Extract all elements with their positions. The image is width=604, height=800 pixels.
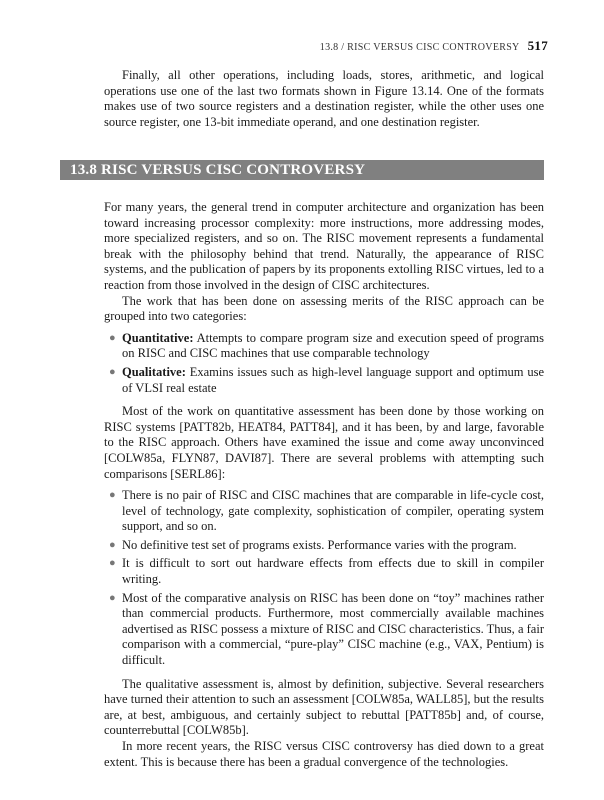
- bullet-icon: ●: [109, 365, 116, 378]
- page-number: 517: [527, 38, 548, 53]
- intro-paragraph: Finally, all other operations, including loads, stores, arithmetic, and logical operations use one of the last two formats shown in Figure 13.14. One of the formats makes use of two source registers and a destination register, while the other uses one source register, one 13-bit immediate operand, and one destination register.: [104, 68, 544, 129]
- list-item: [104, 365, 544, 396]
- category-text: Examins issues such as high-level language support and optimum use of VLSI real estate: [122, 364, 544, 395]
- bullet-icon: ●: [109, 489, 116, 502]
- category-term: Qualitative:: [122, 364, 186, 379]
- running-title: 13.8 / RISC VERSUS CISC CONTROVERSY: [319, 42, 520, 53]
- problem-text: There is no pair of RISC and CISC machines that are comparable in life-cycle cost, level of technology, gate complexity, sophistication of compiler, operating system support, and so on.: [122, 488, 544, 534]
- running-head: [0, 38, 548, 54]
- problem-text: It is difficult to sort out hardware effects from effects due to skill in compiler writing.: [122, 556, 544, 587]
- list-item: [104, 538, 544, 554]
- section-heading: 13.8 RISC VERSUS CISC CONTROVERSY: [60, 160, 544, 180]
- list-item: [104, 331, 544, 362]
- intro-block: [104, 68, 544, 130]
- paragraph-5: In more recent years, the RISC versus CISC controversy has died down to a great extent. This is because there has been a gradual convergence of the technologies.: [104, 739, 544, 769]
- category-text: Attempts to compare program size and execution speed of programs on RISC and CISC machines that use comparable technology: [122, 330, 544, 361]
- bullet-icon: ●: [109, 591, 116, 604]
- category-term: Quantitative:: [122, 330, 194, 345]
- section-body: [104, 200, 544, 770]
- problem-text: No definitive test set of programs exists. Performance varies with the program.: [122, 537, 517, 552]
- bullet-icon: ●: [109, 557, 116, 570]
- problem-list: [104, 488, 544, 669]
- problem-text: Most of the comparative analysis on RISC has been done on “toy” machines rather than commercial products. Furthermore, most commercially available machines advertised as RISC possess a mixture of RISC and CISC characteristics. Thus, a fair comparison with a commercial, “pure-play” CISC machine (e.g., VAX, Pentium) is difficult.: [122, 590, 544, 668]
- paragraph-2: The work that has been done on assessing merits of the RISC approach can be grouped into two categories:: [104, 293, 544, 324]
- paragraph-3: Most of the work on quantitative assessment has been done by those working on RISC systems [PATT82b, HEAT84, PATT84], and it has been, by and large, favorable to the RISC approach. Others have examined the issue and come away unconvinced [COLW85a, FLYN87, DAVI87]. There are several problems with attempting such comparisons [SERL86]:: [104, 404, 544, 481]
- paragraph-1: For many years, the general trend in computer architecture and organization has been toward increasing processor complexity: more instructions, more addressing modes, more specialized registers, and so on. The RISC movement represents a fundamental break with the philosophy behind that trend. Naturally, the appearance of RISC systems, and the publication of papers by its proponents extolling RISC virtues, led to a reaction from those involved in the design of CISC architectures.: [104, 200, 544, 292]
- category-list: [104, 331, 544, 396]
- bullet-icon: ●: [109, 331, 116, 344]
- list-item: [104, 556, 544, 587]
- list-item: [104, 591, 544, 669]
- paragraph-4: The qualitative assessment is, almost by definition, subjective. Several researchers have turned their attention to such an assessment [COLW85a, WALL85], but the results are, at best, ambiguous, and certainly subject to rebuttal [PATT85b] and, of course, counterrebuttal [COLW85b].: [104, 676, 544, 738]
- bullet-icon: ●: [109, 538, 116, 551]
- list-item: [104, 488, 544, 535]
